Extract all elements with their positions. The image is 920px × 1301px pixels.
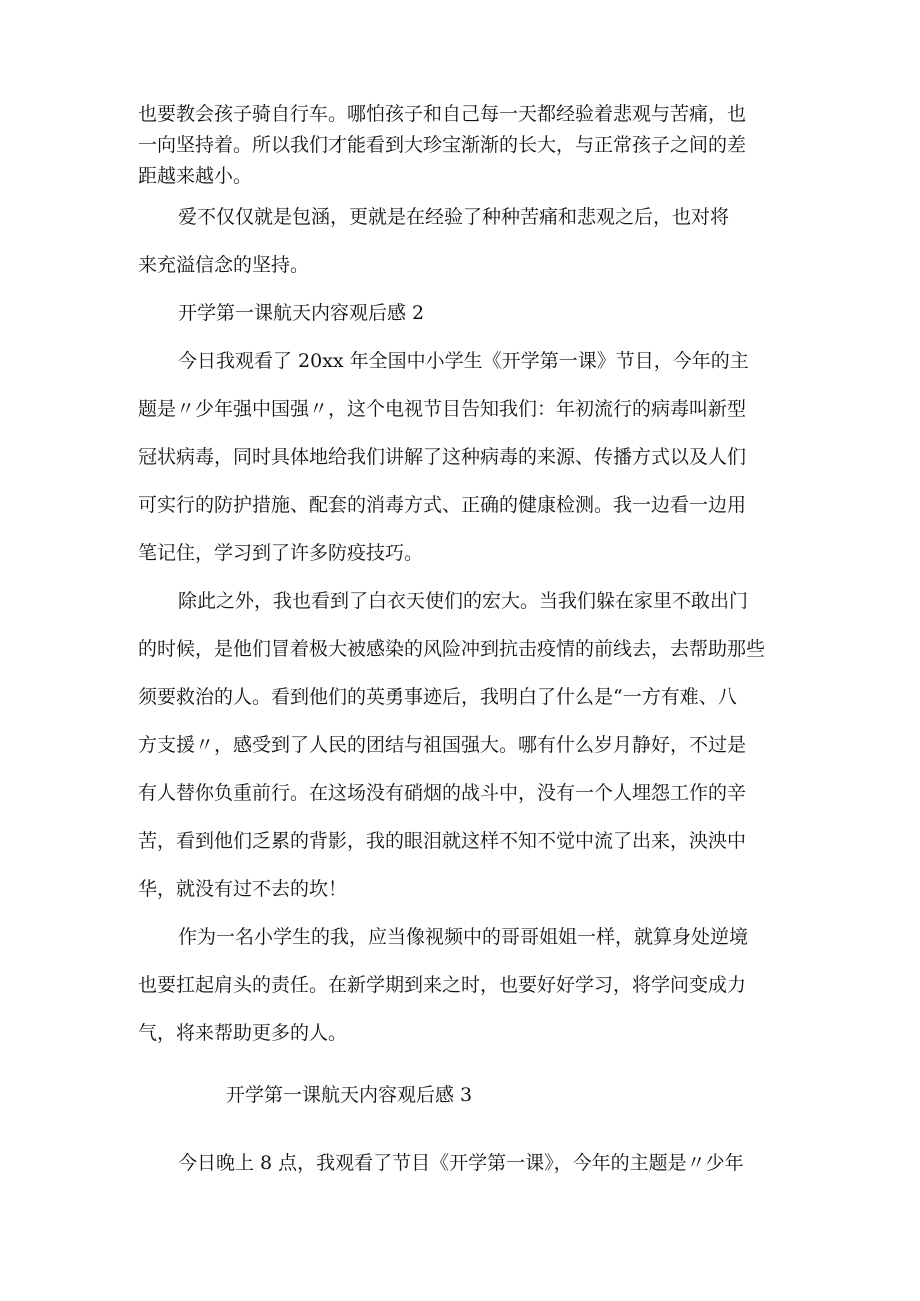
document-page: 也要教会孩子骑自行车。哪怕孩子和自己每一天都经验着悲观与苦痛，也 一向坚持着。所以我们才能看到大珍宝渐渐的长大，与正常孩子之间的差 距越来越小。 爱不仅仅就是包涵，更就是在经验了种种苦痛和悲观之后，也对将 来充溢信念的坚持。 开学第一课航天内容观后感 2 今日我观看了 20xx 年全国中小学生《开学第一课》节目，今年的主 题是〃少年强中国强〃，这个电视节目告知我们：年初流行的病毒叫新型 冠状病毒，同时具体地给我们讲解了这种病毒的来源、传播方式以及人们 可实行的防护措施、配套的消毒方式、正确的健康检测。我一边看一边用 笔记住，学习到了许多防疫技巧。 除此之外，我也看到了白衣天使们的宏大。当我们躲在家里不敢出门 的时候，是他们冒着极大被感染的风险冲到抗击疫情的前线去，去帮助那些 须要救治的人。看到他们的英勇事迹后，我明白了什么是“一方有难、八 方支援〃，感受到了人民的团结与祖国强大。哪有什么岁月静好，不过是 有人替你负重前行。在这场没有硝烟的战斗中，没有一个人埋怨工作的辛 苦，看到他们乏累的背影，我的眼泪就这样不知不觉中流了出来，泱泱中 华，就没有过不去的坎！ 作为一名小学生的我，应当像视频中的哥哥姐姐一样，就算身处逆境 也要扛起肩头的责任。在新学期到来之时，也要好好学习，将学问变成力 气，将来帮助更多的人。 开学第一课航天内容观后感 3 今日晚上 8 点，我观看了节目《开学第一课》，今年的主题是〃少年 [138,103,766,1174]
